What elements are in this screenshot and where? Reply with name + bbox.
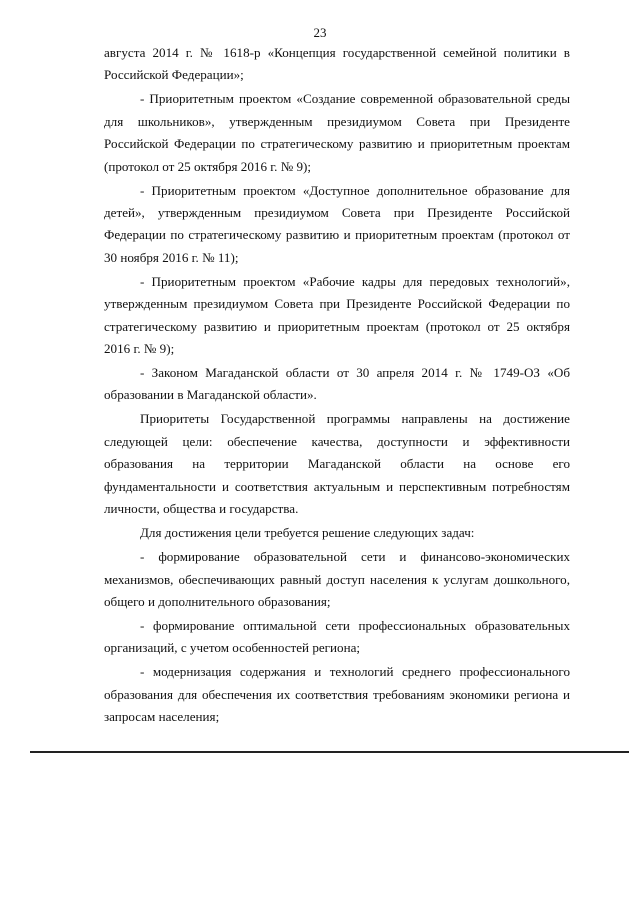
footer-divider-line (30, 751, 629, 753)
paragraph-task-modernization: - модернизация содержания и технологий среднего профессионального образования для обеспечения их соответствия требованиям экономики региона и запросам населения; (104, 664, 570, 725)
paragraph-magadan-law: - Законом Магаданской области от 30 апреля 2014 г. № 1749-ОЗ «Об образовании в Магаданской области». (104, 365, 570, 403)
document-body (104, 42, 570, 729)
page-number: 23 (313, 25, 327, 40)
paragraph-project-workforce: - Приоритетным проектом «Рабочие кадры для передовых технологий», утвержденным президиумом Совета при Президенте Российской Федерации по стратегическому развитию и приоритетным проектам (протокол от 25 октября 2016 г. № 9); (104, 273, 570, 357)
paragraph-priorities-goal: Приоритеты Государственной программы направлены на достижение следующей цели: обеспечение качества, доступности и эффективности образования на территории Магаданской области на основе его фундаментальности и соответствия актуальным и перспективным потребностям личности, общества и государства. (104, 411, 570, 517)
paragraph-tasks-intro: Для достижения цели требуется решение следующих задач: (140, 525, 475, 541)
paragraph-task-optimal-network: - формирование оптимальной сети профессиональных образовательных организаций, с учетом особенностей региона; (104, 617, 570, 656)
paragraph-project-modern-environment: - Приоритетным проектом «Создание современной образовательной среды для школьников», утвержденным президиумом Совета при Президенте Российской Федерации по стратегическому развитию и приоритетным проектам (протокол от 25 октября 2016 г. № 9); (104, 91, 570, 174)
paragraph-concept-family-policy: августа 2014 г. № 1618-р «Концепция государственной семейной политики в Российской Федерации»; (104, 45, 570, 83)
paragraph-project-additional-education: - Приоритетным проектом «Доступное дополнительное образование для детей», утвержденным президиумом Совета при Президенте Российской Федерации по стратегическому развитию и приоритетным проектам (протокол от 30 ноября 2016 г. № 11); (104, 182, 570, 265)
paragraph-task-network: - формирование образовательной сети и финансово-экономических механизмов, обеспечивающих равный доступ населения к услугам дошкольного, общего и дополнительного образования; (104, 549, 570, 609)
